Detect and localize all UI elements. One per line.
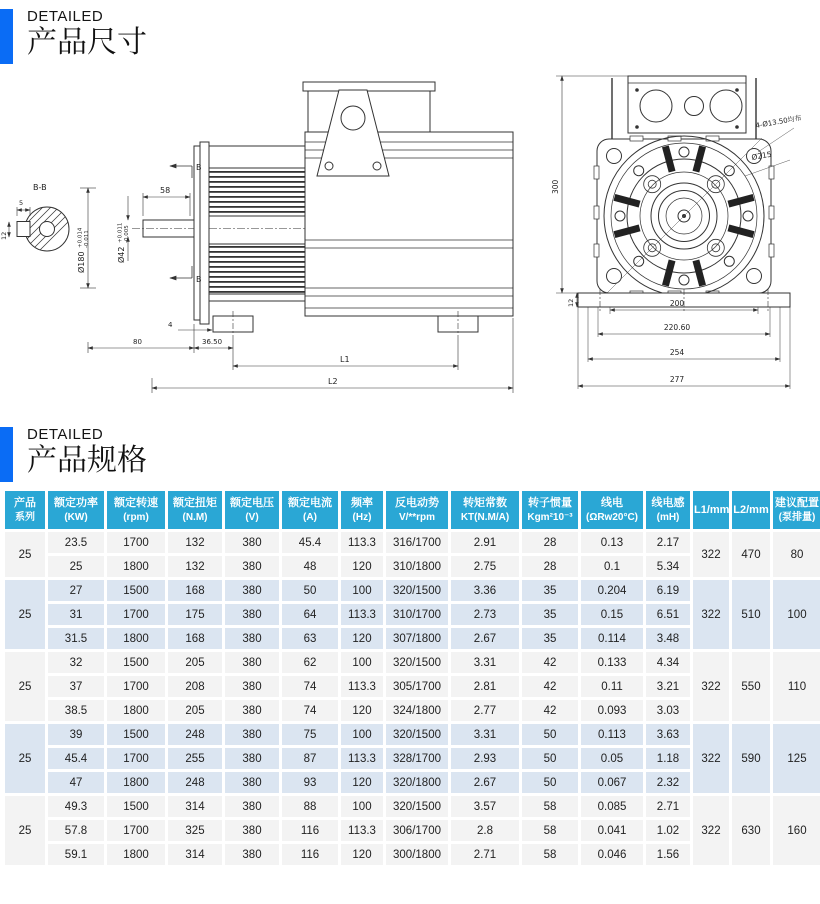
value-cell: 0.114	[581, 628, 643, 649]
value-cell: 113.3	[341, 532, 383, 553]
value-cell: 50	[282, 580, 338, 601]
value-cell: 132	[168, 532, 222, 553]
header-cell: 频率 (Hz)	[341, 491, 383, 529]
header-cell: 额定扭矩 (N.M)	[168, 491, 222, 529]
value-cell: 28	[522, 556, 578, 577]
spec-table-body	[5, 532, 820, 865]
value-cell: 113.3	[341, 748, 383, 769]
value-cell: 208	[168, 676, 222, 697]
dim-label: 58	[160, 186, 171, 195]
header-cell: L1/mm	[693, 491, 729, 529]
value-cell: 37	[48, 676, 104, 697]
value-cell: 3.36	[451, 580, 519, 601]
spec-table-header-row	[5, 491, 820, 529]
l2-cell: 550	[732, 652, 770, 721]
config-cell: 110	[773, 652, 820, 721]
value-cell: 1500	[107, 580, 165, 601]
value-cell: 58	[522, 796, 578, 817]
series-cell: 25	[5, 652, 45, 721]
l2-cell: 510	[732, 580, 770, 649]
l2-cell: 590	[732, 724, 770, 793]
value-cell: 1800	[107, 556, 165, 577]
dim-label: +0.011	[117, 222, 124, 243]
value-cell: 75	[282, 724, 338, 745]
series-cell: 25	[5, 532, 45, 577]
value-cell: 50	[522, 748, 578, 769]
l1-cell: 322	[693, 532, 729, 577]
value-cell: 58	[522, 844, 578, 865]
dim-label: L1	[340, 355, 350, 364]
section-mark: B	[196, 275, 202, 284]
value-cell: 113.3	[341, 676, 383, 697]
spec-row	[5, 724, 820, 745]
section1-title: 产品尺寸	[27, 26, 147, 59]
header-cell: 额定转速 (rpm)	[107, 491, 165, 529]
value-cell: 38.5	[48, 700, 104, 721]
value-cell: 42	[522, 652, 578, 673]
section2-eyebrow: DETAILED	[27, 426, 104, 443]
value-cell: 380	[225, 796, 279, 817]
dim-label: 80	[133, 338, 142, 346]
value-cell: 255	[168, 748, 222, 769]
value-cell: 50	[522, 724, 578, 745]
dim-label: -0.011	[84, 230, 90, 248]
value-cell: 380	[225, 532, 279, 553]
value-cell: 248	[168, 772, 222, 793]
section1-eyebrow: DETAILED	[27, 8, 104, 25]
value-cell: 306/1700	[386, 820, 448, 841]
dim-label: 254	[669, 348, 685, 357]
value-cell: 0.113	[581, 724, 643, 745]
spec-row	[5, 652, 820, 673]
value-cell: 2.93	[451, 748, 519, 769]
value-cell: 1.02	[646, 820, 690, 841]
header-cell: 线电感 (mH)	[646, 491, 690, 529]
value-cell: 0.05	[581, 748, 643, 769]
value-cell: 380	[225, 844, 279, 865]
value-cell: 320/1800	[386, 772, 448, 793]
value-cell: 0.133	[581, 652, 643, 673]
config-cell: 125	[773, 724, 820, 793]
value-cell: 42	[522, 700, 578, 721]
value-cell: 120	[341, 628, 383, 649]
dim-label: 4	[168, 321, 173, 329]
value-cell: 380	[225, 628, 279, 649]
value-cell: 74	[282, 676, 338, 697]
value-cell: 32	[48, 652, 104, 673]
section2-header	[0, 418, 820, 484]
value-cell: 314	[168, 844, 222, 865]
accent-bar	[0, 9, 13, 64]
value-cell: 0.085	[581, 796, 643, 817]
value-cell: 380	[225, 772, 279, 793]
header-cell: 线电 (ΩRw20°C)	[581, 491, 643, 529]
dim-label: 277	[669, 375, 685, 384]
accent-bar	[0, 427, 13, 482]
value-cell: 116	[282, 820, 338, 841]
l1-cell: 322	[693, 724, 729, 793]
value-cell: 380	[225, 604, 279, 625]
dim-label: 220.60	[663, 323, 691, 332]
series-cell: 25	[5, 724, 45, 793]
value-cell: 380	[225, 700, 279, 721]
value-cell: 380	[225, 748, 279, 769]
value-cell: 320/1500	[386, 796, 448, 817]
value-cell: 2.71	[646, 796, 690, 817]
value-cell: 87	[282, 748, 338, 769]
dim-label: Ø42	[117, 246, 126, 263]
dim-label: 12	[0, 231, 8, 240]
header-cell: 反电动势 V/**rpm	[386, 491, 448, 529]
value-cell: 1500	[107, 652, 165, 673]
value-cell: 3.21	[646, 676, 690, 697]
value-cell: 100	[341, 724, 383, 745]
l1-cell: 322	[693, 652, 729, 721]
value-cell: 74	[282, 700, 338, 721]
value-cell: 1700	[107, 676, 165, 697]
value-cell: 168	[168, 628, 222, 649]
value-cell: 314	[168, 796, 222, 817]
value-cell: 1800	[107, 700, 165, 721]
value-cell: 310/1800	[386, 556, 448, 577]
value-cell: 2.73	[451, 604, 519, 625]
value-cell: 120	[341, 772, 383, 793]
section1-header	[0, 0, 820, 66]
dim-label: B-B	[33, 183, 47, 192]
value-cell: 0.093	[581, 700, 643, 721]
l2-cell: 470	[732, 532, 770, 577]
value-cell: 325	[168, 820, 222, 841]
value-cell: 0.041	[581, 820, 643, 841]
value-cell: 2.75	[451, 556, 519, 577]
value-cell: 305/1700	[386, 676, 448, 697]
config-cell: 100	[773, 580, 820, 649]
value-cell: 25	[48, 556, 104, 577]
value-cell: 0.067	[581, 772, 643, 793]
value-cell: 0.13	[581, 532, 643, 553]
dimension-drawing	[0, 66, 820, 406]
value-cell: 1800	[107, 772, 165, 793]
value-cell: 2.67	[451, 772, 519, 793]
value-cell: 2.71	[451, 844, 519, 865]
spec-table	[2, 488, 820, 868]
value-cell: 100	[341, 652, 383, 673]
value-cell: 113.3	[341, 820, 383, 841]
value-cell: 3.48	[646, 628, 690, 649]
value-cell: 59.1	[48, 844, 104, 865]
value-cell: 248	[168, 724, 222, 745]
value-cell: 3.57	[451, 796, 519, 817]
value-cell: 116	[282, 844, 338, 865]
value-cell: 0.15	[581, 604, 643, 625]
value-cell: 168	[168, 580, 222, 601]
holes-note: 4-Ø13.50均布	[754, 114, 803, 130]
value-cell: 3.31	[451, 652, 519, 673]
value-cell: 175	[168, 604, 222, 625]
value-cell: 0.11	[581, 676, 643, 697]
value-cell: 48	[282, 556, 338, 577]
dim-label: 12	[567, 298, 575, 307]
value-cell: 2.91	[451, 532, 519, 553]
value-cell: 2.77	[451, 700, 519, 721]
spec-row	[5, 580, 820, 601]
value-cell: 1700	[107, 532, 165, 553]
l2-cell: 630	[732, 796, 770, 865]
value-cell: 100	[341, 580, 383, 601]
value-cell: 100	[341, 796, 383, 817]
dimension-drawing-svg	[0, 66, 820, 406]
value-cell: 50	[522, 772, 578, 793]
value-cell: 1.56	[646, 844, 690, 865]
value-cell: 31.5	[48, 628, 104, 649]
value-cell: 320/1500	[386, 724, 448, 745]
dim-label: Ø215	[750, 149, 773, 162]
value-cell: 2.81	[451, 676, 519, 697]
value-cell: 31	[48, 604, 104, 625]
header-cell: 额定功率 (KW)	[48, 491, 104, 529]
header-cell: 转子惯量 Kgm²10⁻³	[522, 491, 578, 529]
section-mark: B	[196, 163, 202, 172]
dim-label: 200	[669, 299, 685, 308]
value-cell: 3.03	[646, 700, 690, 721]
value-cell: 320/1500	[386, 652, 448, 673]
value-cell: 132	[168, 556, 222, 577]
value-cell: 0.1	[581, 556, 643, 577]
value-cell: 57.8	[48, 820, 104, 841]
value-cell: 2.32	[646, 772, 690, 793]
value-cell: 49.3	[48, 796, 104, 817]
value-cell: 2.17	[646, 532, 690, 553]
value-cell: 35	[522, 580, 578, 601]
value-cell: 64	[282, 604, 338, 625]
dim-label: L2	[328, 377, 338, 386]
value-cell: 1700	[107, 604, 165, 625]
value-cell: 39	[48, 724, 104, 745]
value-cell: 316/1700	[386, 532, 448, 553]
spec-row	[5, 796, 820, 817]
header-cell: 额定电流 (A)	[282, 491, 338, 529]
value-cell: 320/1500	[386, 580, 448, 601]
value-cell: 2.67	[451, 628, 519, 649]
value-cell: 1800	[107, 628, 165, 649]
value-cell: 205	[168, 700, 222, 721]
value-cell: 88	[282, 796, 338, 817]
value-cell: 324/1800	[386, 700, 448, 721]
value-cell: 4.34	[646, 652, 690, 673]
value-cell: 120	[341, 556, 383, 577]
spec-row	[5, 532, 820, 553]
value-cell: 35	[522, 604, 578, 625]
value-cell: 380	[225, 580, 279, 601]
value-cell: 120	[341, 700, 383, 721]
value-cell: 1700	[107, 820, 165, 841]
section2-title: 产品规格	[27, 444, 147, 477]
value-cell: 28	[522, 532, 578, 553]
dim-label: 300	[551, 179, 560, 194]
header-cell: 产品 系列	[5, 491, 45, 529]
value-cell: 113.3	[341, 604, 383, 625]
value-cell: 5.34	[646, 556, 690, 577]
value-cell: 0.204	[581, 580, 643, 601]
value-cell: 120	[341, 844, 383, 865]
value-cell: 23.5	[48, 532, 104, 553]
value-cell: 27	[48, 580, 104, 601]
value-cell: 0.046	[581, 844, 643, 865]
value-cell: 58	[522, 820, 578, 841]
value-cell: 307/1800	[386, 628, 448, 649]
header-cell: 额定电压 (V)	[225, 491, 279, 529]
header-cell: L2/mm	[732, 491, 770, 529]
config-cell: 160	[773, 796, 820, 865]
dim-label: Ø180	[77, 251, 86, 273]
value-cell: 1.18	[646, 748, 690, 769]
dim-label: -0.005	[124, 225, 130, 243]
value-cell: 328/1700	[386, 748, 448, 769]
value-cell: 6.51	[646, 604, 690, 625]
value-cell: 1800	[107, 844, 165, 865]
dim-label: 36.50	[202, 338, 223, 346]
value-cell: 300/1800	[386, 844, 448, 865]
value-cell: 380	[225, 652, 279, 673]
value-cell: 1500	[107, 796, 165, 817]
value-cell: 380	[225, 820, 279, 841]
config-cell: 80	[773, 532, 820, 577]
value-cell: 42	[522, 676, 578, 697]
value-cell: 1500	[107, 724, 165, 745]
l1-cell: 322	[693, 580, 729, 649]
value-cell: 62	[282, 652, 338, 673]
value-cell: 45.4	[48, 748, 104, 769]
dim-label: +0.014	[77, 227, 84, 248]
series-cell: 25	[5, 580, 45, 649]
header-cell: 转矩常数 KT(N.M/A)	[451, 491, 519, 529]
value-cell: 3.31	[451, 724, 519, 745]
value-cell: 1700	[107, 748, 165, 769]
value-cell: 205	[168, 652, 222, 673]
l1-cell: 322	[693, 796, 729, 865]
value-cell: 380	[225, 556, 279, 577]
series-cell: 25	[5, 796, 45, 865]
value-cell: 63	[282, 628, 338, 649]
value-cell: 93	[282, 772, 338, 793]
value-cell: 310/1700	[386, 604, 448, 625]
header-cell: 建议配置 (泵排量)	[773, 491, 820, 529]
value-cell: 47	[48, 772, 104, 793]
value-cell: 3.63	[646, 724, 690, 745]
value-cell: 380	[225, 724, 279, 745]
value-cell: 380	[225, 676, 279, 697]
value-cell: 2.8	[451, 820, 519, 841]
value-cell: 35	[522, 628, 578, 649]
value-cell: 6.19	[646, 580, 690, 601]
value-cell: 45.4	[282, 532, 338, 553]
dim-label: 5	[19, 199, 24, 207]
